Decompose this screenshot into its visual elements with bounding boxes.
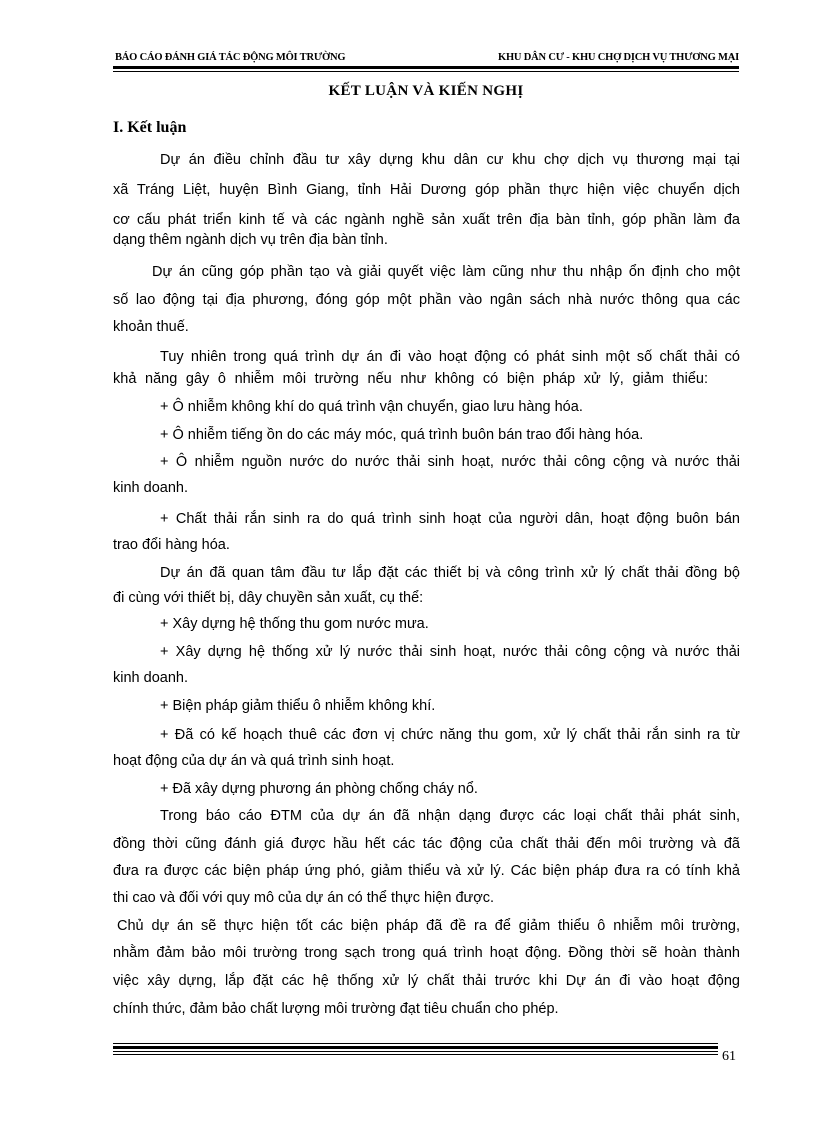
text-line: + Biện pháp giảm thiểu ô nhiễm không khí. (160, 698, 436, 714)
header-rule (113, 66, 739, 69)
text-line: Dự án điều chỉnh đầu tư xây dựng khu dân cư khu chợ dịch vụ thương mại tại (160, 152, 740, 168)
text-line: + Xây dựng hệ thống xử lý nước thải sinh hoạt, nước thải công cộng và nước thải (160, 644, 740, 660)
text-line: kinh doanh. (113, 670, 188, 686)
text-line: Dự án cũng góp phần tạo và giải quyết việc làm cũng như thu nhập ổn định cho một (152, 264, 740, 280)
text-line: + Ô nhiễm không khí do quá trình vận chuyển, giao lưu hàng hóa. (160, 399, 583, 415)
text-line: chính thức, đảm bảo chất lượng môi trường đạt tiêu chuẩn cho phép. (113, 1001, 559, 1017)
text-line: đồng thời cũng đánh giá được hầu hết các tác động của chất thải đến môi trường và đã (113, 836, 740, 852)
section-heading: I. Kết luận (113, 119, 187, 136)
text-line: + Ô nhiễm tiếng ồn do các máy móc, quá trình buôn bán trao đổi hàng hóa. (160, 427, 644, 443)
text-line: khả năng gây ô nhiễm môi trường nếu như không có biện pháp xử lý, giảm thiểu: (113, 371, 708, 387)
footer-rule-thick (113, 1046, 718, 1049)
text-line: + Đã có kế hoạch thuê các đơn vị chức năng thu gom, xử lý chất thải rắn sinh ra từ (160, 727, 740, 743)
header-right: KHU DÂN CƯ - KHU CHỢ DỊCH VỤ THƯƠNG MẠI (498, 52, 739, 63)
text-line: đưa ra được các biện pháp ứng phó, giảm thiểu và xử lý. Các biện pháp đưa ra có tính khả (113, 863, 740, 879)
text-line: khoản thuế. (113, 319, 189, 335)
text-line: + Đã xây dựng phương án phòng chống cháy nổ. (160, 781, 478, 797)
text-line: cơ cấu phát triển kinh tế và các ngành nghề sản xuất trên địa bàn tỉnh, góp phần làm đa (113, 212, 740, 228)
text-line: dạng thêm ngành dịch vụ trên địa bàn tỉnh. (113, 232, 388, 248)
text-line: + Chất thải rắn sinh ra do quá trình sinh hoạt của người dân, hoạt động buôn bán (160, 511, 740, 527)
footer-rule-thin (113, 1051, 718, 1052)
header-left: BÁO CÁO ĐÁNH GIÁ TÁC ĐỘNG MÔI TRƯỜNG (115, 52, 346, 63)
text-line: thi cao và đối với quy mô của dự án có thể thực hiện được. (113, 890, 495, 906)
text-line: kinh doanh. (113, 480, 188, 496)
footer-rule-thin (113, 1054, 718, 1055)
text-line: nhằm đảm bảo môi trường trong sạch trong quá trình hoạt động. Đồng thời sẽ hoàn thành (113, 945, 740, 961)
footer-rule (113, 1043, 718, 1044)
text-line: + Ô nhiễm nguồn nước do nước thải sinh hoạt, nước thải công cộng và nước thải (160, 454, 740, 470)
text-line: hoạt động của dự án và quá trình sinh hoạt. (113, 753, 395, 769)
text-line: Chủ dự án sẽ thực hiện tốt các biện pháp đã đề ra để giảm thiểu ô nhiễm môi trường, (117, 918, 740, 934)
text-line: + Xây dựng hệ thống thu gom nước mưa. (160, 616, 429, 632)
text-line: số lao động tại địa phương, đóng góp một phần vào ngân sách nhà nước thông qua các (113, 292, 740, 308)
page-number: 61 (722, 1049, 736, 1064)
text-line: Trong báo cáo ĐTM của dự án đã nhận dạng được các loại chất thải phát sinh, (160, 808, 740, 824)
text-line: Tuy nhiên trong quá trình dự án đi vào hoạt động có phát sinh một số chất thải có (160, 349, 740, 365)
text-line: Dự án đã quan tâm đầu tư lắp đặt các thiết bị và công trình xử lý chất thải đồng bộ (160, 565, 740, 581)
page-title: KẾT LUẬN VÀ KIẾN NGHỊ (328, 83, 524, 99)
header-rule-thin (113, 71, 739, 72)
text-line: xã Tráng Liệt, huyện Bình Giang, tỉnh Hải Dương góp phần thực hiện việc chuyển dịch (113, 182, 740, 198)
text-line: trao đổi hàng hóa. (113, 537, 230, 553)
text-line: đi cùng với thiết bị, dây chuyền sản xuất, cụ thể: (113, 590, 424, 606)
text-line: việc xây dựng, lắp đặt các hệ thống xử lý chất thải trước khi Dự án đi vào hoạt động (113, 973, 740, 989)
